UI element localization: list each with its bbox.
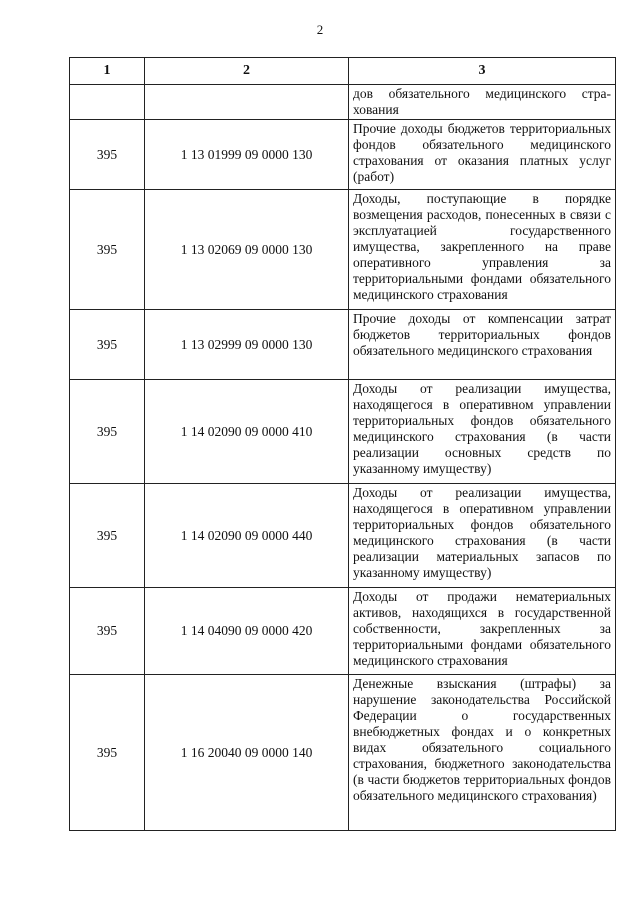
revenue-code-cell: 1 14 02090 09 0000 410 [145,380,349,484]
revenue-code-cell: 1 14 04090 09 0000 420 [145,588,349,675]
table-row [70,310,616,380]
column-header-1: 1 [70,58,145,85]
revenue-name-cell: Прочие доходы от компенсации затрат бюджетов территориальных фондов обязательного медицинского страхования [349,310,616,380]
table-row [70,85,616,120]
revenue-code-cell: 1 16 20040 09 0000 140 [145,675,349,831]
revenue-name-cell: Прочие доходы бюджетов территориальных фондов обязательного медицинского страхования от оказания платных услуг (работ) [349,120,616,190]
revenue-code-cell: 1 13 01999 09 0000 130 [145,120,349,190]
table-row [70,588,616,675]
table-row [70,380,616,484]
page-number: 2 [316,22,324,37]
column-header-2: 2 [145,58,349,85]
admin-code-cell: 395 [70,190,145,310]
admin-code-cell: 395 [70,588,145,675]
revenue-code-cell: 1 13 02069 09 0000 130 [145,190,349,310]
admin-code-cell [70,85,145,120]
admin-code-cell: 395 [70,380,145,484]
admin-code-cell: 395 [70,675,145,831]
table-row [70,484,616,588]
revenue-code-cell [145,85,349,120]
revenue-name-cell: Доходы от реализации имущества, находящегося в оперативном управлении территориальных фондов обязательного медицинского страхования (в части реализации материальных запасов по указанному имуществу) [349,484,616,588]
revenue-codes-table [69,57,616,831]
admin-code-cell: 395 [70,484,145,588]
admin-code-cell: 395 [70,120,145,190]
revenue-name-cell: Денежные взыскания (штрафы) за нарушение законодательства Российской Федерации о государственных внебюджетных фондах и о конкретных видах обязательного социального страхования, бюджетного законодательства (в части бюджетов территориальных фондов обязательного медицинского страхования) [349,675,616,831]
column-header-3: 3 [349,58,616,85]
revenue-name-cell: Доходы, поступающие в порядке возмещения расходов, понесенных в связи с эксплуатацией государственного имущества, закрепленного на праве оперативного управления за территориальными фондами обязательного медицинского страхования [349,190,616,310]
revenue-name-cell: Доходы от реализации имущества, находящегося в оперативном управлении территориальных фондов обязательного медицинского страхования (в части реализации основных средств по указанному имуществу) [349,380,616,484]
admin-code-cell: 395 [70,310,145,380]
table-row [70,190,616,310]
table-row [70,120,616,190]
table-row [70,675,616,831]
table-header-row [70,58,616,85]
revenue-name-cell: дов обязательного медицинского стра-хования [349,85,616,120]
revenue-code-cell: 1 14 02090 09 0000 440 [145,484,349,588]
revenue-code-cell: 1 13 02999 09 0000 130 [145,310,349,380]
revenue-name-cell: Доходы от продажи нематериальных активов, находящихся в государственной собственности, закрепленных за территориальными фондами обязательного медицинского страхования [349,588,616,675]
